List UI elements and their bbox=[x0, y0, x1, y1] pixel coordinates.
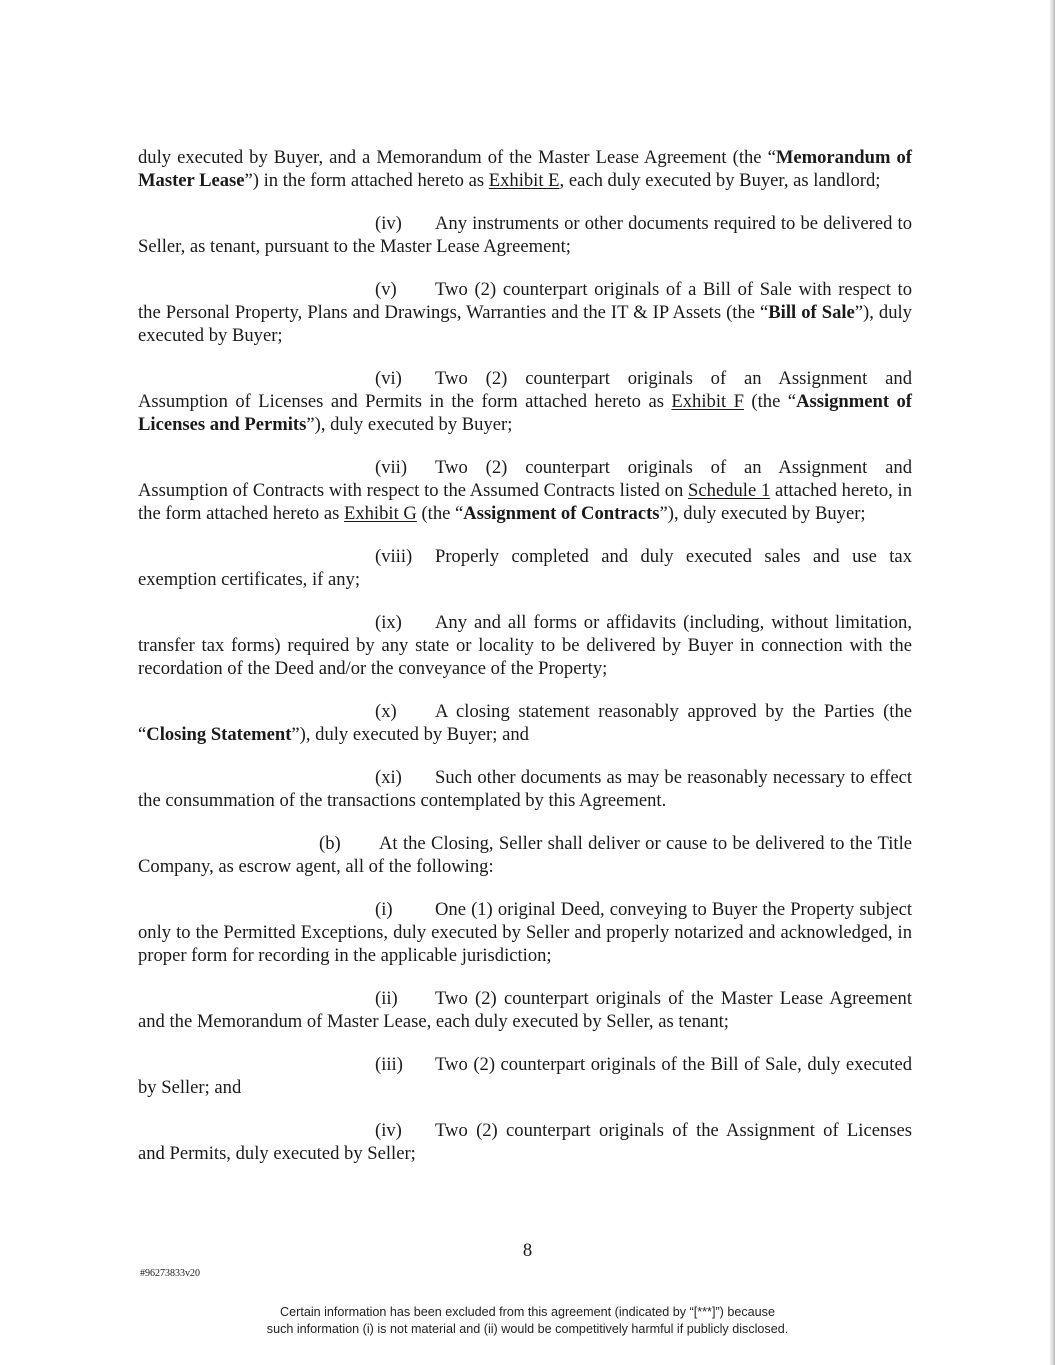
clause-label: (ii) bbox=[375, 988, 398, 1009]
clause-xi: (xi) Such other documents as may be reasonably necessary to effect the consummation of the transactions contemplated by this Agreement. bbox=[138, 767, 912, 811]
clause-label: (v) bbox=[375, 279, 397, 300]
clause-label: (b) bbox=[319, 833, 341, 854]
clause-x: (x) A closing statement reasonably approved by the Parties (the “Closing Statement”), duly executed by Buyer; and bbox=[138, 701, 912, 745]
document-id: #96273833v20 bbox=[140, 1268, 200, 1279]
defined-term: Closing Statement bbox=[146, 724, 292, 745]
clause-label: (iv) bbox=[375, 213, 402, 234]
paragraph-memorandum: duly executed by Buyer, and a Memorandum of the Master Lease Agreement (the “Memorandum of Master Lease”) in the form attached hereto as Exhibit E, each duly executed by Buyer, as landlord; bbox=[138, 147, 912, 191]
clause-label: (xi) bbox=[375, 767, 402, 788]
defined-term: Bill of Sale bbox=[768, 302, 855, 323]
exhibit-reference: Exhibit E bbox=[488, 170, 560, 191]
defined-term: Assignment of Contracts bbox=[463, 503, 660, 524]
clause-vi: (vi) Two (2) counterpart originals of an Assignment and Assumption of Licenses and Permits in the form attached hereto as Exhibit F (the “Assignment of Licenses and Permits”), duly executed by Buyer; bbox=[138, 368, 912, 435]
clause-ix: (ix) Any and all forms or affidavits (including, without limitation, transfer tax forms) required by any state or locality to be delivered by Buyer in connection with the recordation of the Deed and/or the conveyance of the Property; bbox=[138, 612, 912, 679]
clause-label: (iv) bbox=[375, 1120, 402, 1141]
clause-label: (ix) bbox=[375, 612, 402, 633]
redaction-notice bbox=[0, 1304, 1055, 1338]
clause-label: (vi) bbox=[375, 368, 402, 389]
clause-label: (i) bbox=[375, 899, 393, 920]
clause-iv: (iv) Any instruments or other documents required to be delivered to Seller, as tenant, pursuant to the Master Lease Agreement; bbox=[138, 213, 912, 257]
page-number: 8 bbox=[522, 1240, 533, 1261]
scan-edge bbox=[1049, 0, 1055, 1365]
clause-label: (viii) bbox=[375, 546, 413, 567]
exhibit-reference: Exhibit F bbox=[671, 391, 744, 412]
document-body bbox=[138, 146, 912, 1185]
clause-b-i: (i) One (1) original Deed, conveying to Buyer the Property subject only to the Permitted Exceptions, duly executed by Seller and properly notarized and acknowledged, in proper form for recording in the applicable jurisdiction; bbox=[138, 899, 912, 966]
clause-b-iv: (iv) Two (2) counterpart originals of the Assignment of Licenses and Permits, duly executed by Seller; bbox=[138, 1120, 912, 1164]
clause-b: (b) At the Closing, Seller shall deliver or cause to be delivered to the Title Company, as escrow agent, all of the following: bbox=[138, 833, 912, 877]
schedule-reference: Schedule 1 bbox=[688, 480, 771, 501]
clause-vii: (vii) Two (2) counterpart originals of an Assignment and Assumption of Contracts with respect to the Assumed Contracts listed on Schedule 1 attached hereto, in the form attached hereto as Exhibit G (the “Assignment of Contracts”), duly executed by Buyer; bbox=[138, 457, 912, 524]
clause-label: (vii) bbox=[375, 457, 408, 478]
clause-label: (x) bbox=[375, 701, 397, 722]
redaction-notice-line: Certain information has been excluded from this agreement (indicated by “[***]”) because bbox=[280, 1305, 775, 1319]
clause-v: (v) Two (2) counterpart originals of a Bill of Sale with respect to the Personal Property, Plans and Drawings, Warranties and the IT & IP Assets (the “Bill of Sale”), duly executed by Buyer; bbox=[138, 279, 912, 346]
clause-viii: (viii) Properly completed and duly executed sales and use tax exemption certificates, if any; bbox=[138, 546, 912, 590]
defined-term: Memorandum of Master Lease bbox=[138, 147, 912, 191]
exhibit-reference: Exhibit G bbox=[343, 503, 417, 524]
clause-b-iii: (iii) Two (2) counterpart originals of the Bill of Sale, duly executed by Seller; and bbox=[138, 1054, 912, 1098]
clause-b-ii: (ii) Two (2) counterpart originals of the Master Lease Agreement and the Memorandum of Master Lease, each duly executed by Seller, as tenant; bbox=[138, 988, 912, 1032]
redaction-notice-line: such information (i) is not material and (ii) would be competitively harmful if publicly disclosed. bbox=[266, 1322, 789, 1336]
defined-term: Assignment of Licenses and Permits bbox=[138, 391, 912, 435]
clause-label: (iii) bbox=[375, 1054, 403, 1075]
